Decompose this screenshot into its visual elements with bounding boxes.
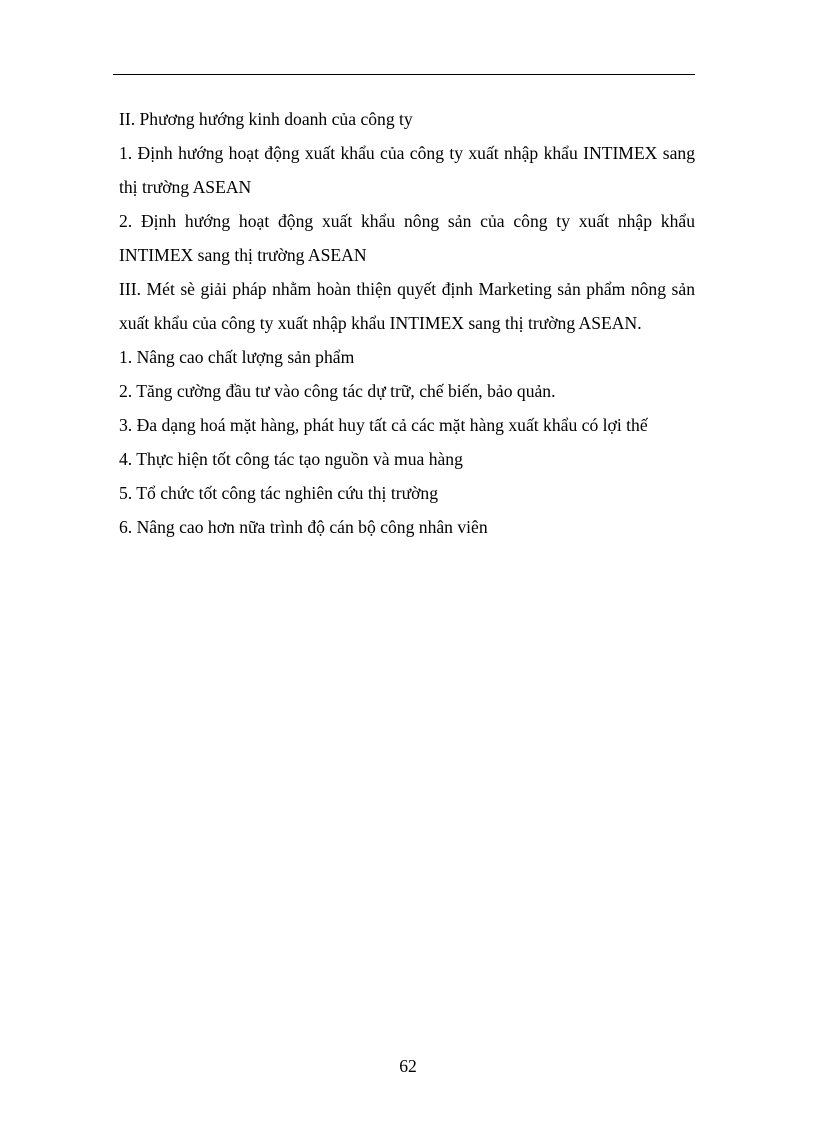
- list-item-investment: 2. Tăng cường đầu tư vào công tác dự trữ, chế biến, bảo quản.: [119, 381, 556, 401]
- list-item-market-research: 5. Tổ chức tốt công tác nghiên cứu thị trường: [119, 483, 439, 503]
- list-item-product-quality: 1. Nâng cao chất lượng sản phẩm: [119, 347, 355, 367]
- paragraph-export-orientation: 1. Định hướng hoạt động xuất khẩu của công ty xuất nhập khẩu INTIMEX sang thị trường ASEAN: [119, 143, 695, 197]
- page-number: 62: [399, 1056, 417, 1076]
- section-heading-solutions: III. Mét sè giải pháp nhằm hoàn thiện quyết định Marketing sản phẩm nông sản xuất khẩu của công ty xuất nhập khẩu INTIMEX sang thị trường ASEAN.: [119, 279, 695, 333]
- list-item-staff-training: 6. Nâng cao hơn nữa trình độ cán bộ công nhân viên: [119, 517, 488, 537]
- list-item-diversification: 3. Đa dạng hoá mặt hàng, phát huy tất cả các mặt hàng xuất khẩu có lợi thế: [119, 415, 648, 435]
- document-body: [119, 102, 695, 544]
- header-rule: [113, 74, 695, 75]
- list-item-sourcing: 4. Thực hiện tốt công tác tạo nguồn và mua hàng: [119, 449, 463, 469]
- paragraph-agricultural-export-orientation: 2. Định hướng hoạt động xuất khẩu nông sản của công ty xuất nhập khẩu INTIMEX sang thị trường ASEAN: [119, 211, 695, 265]
- section-heading-business-direction: II. Phương hướng kinh doanh của công ty: [119, 109, 413, 129]
